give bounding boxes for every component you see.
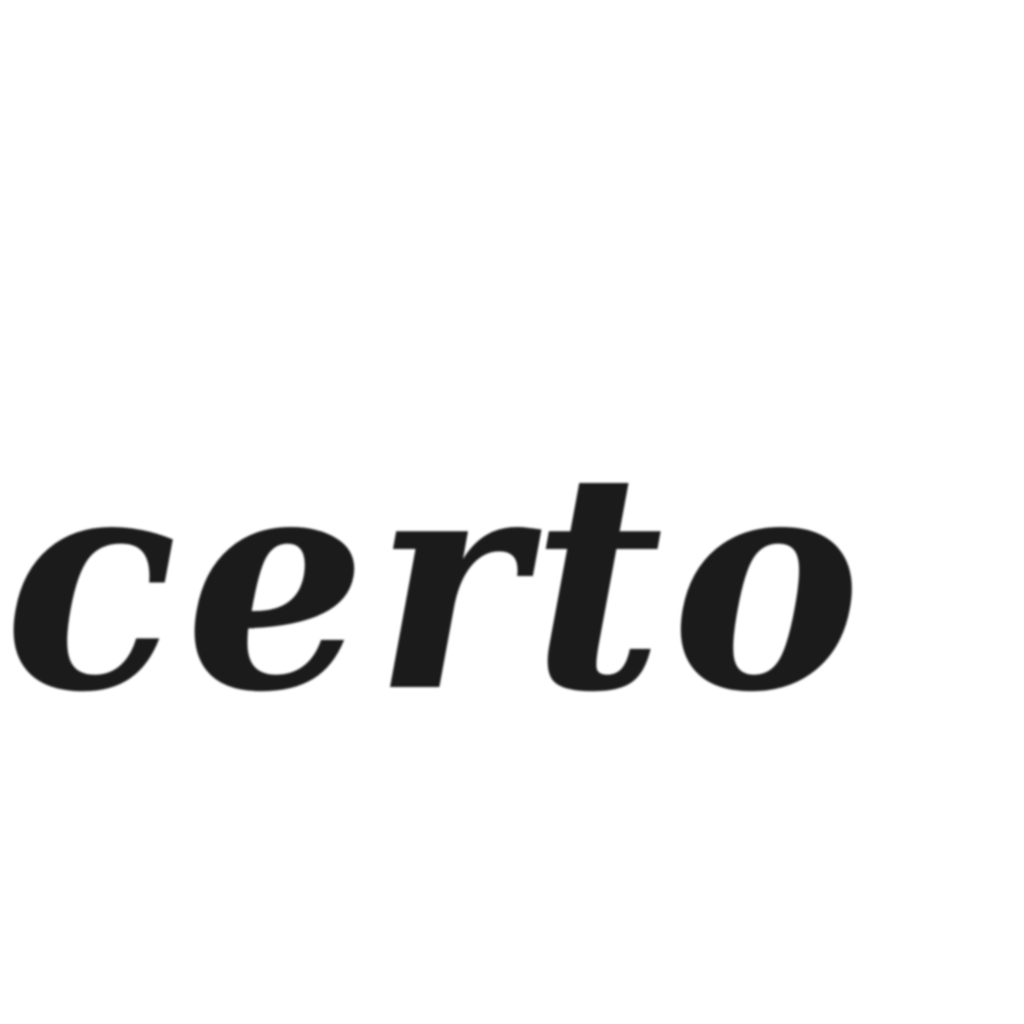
word-crop-region xyxy=(0,380,1024,740)
printed-word: certo xyxy=(4,405,869,740)
